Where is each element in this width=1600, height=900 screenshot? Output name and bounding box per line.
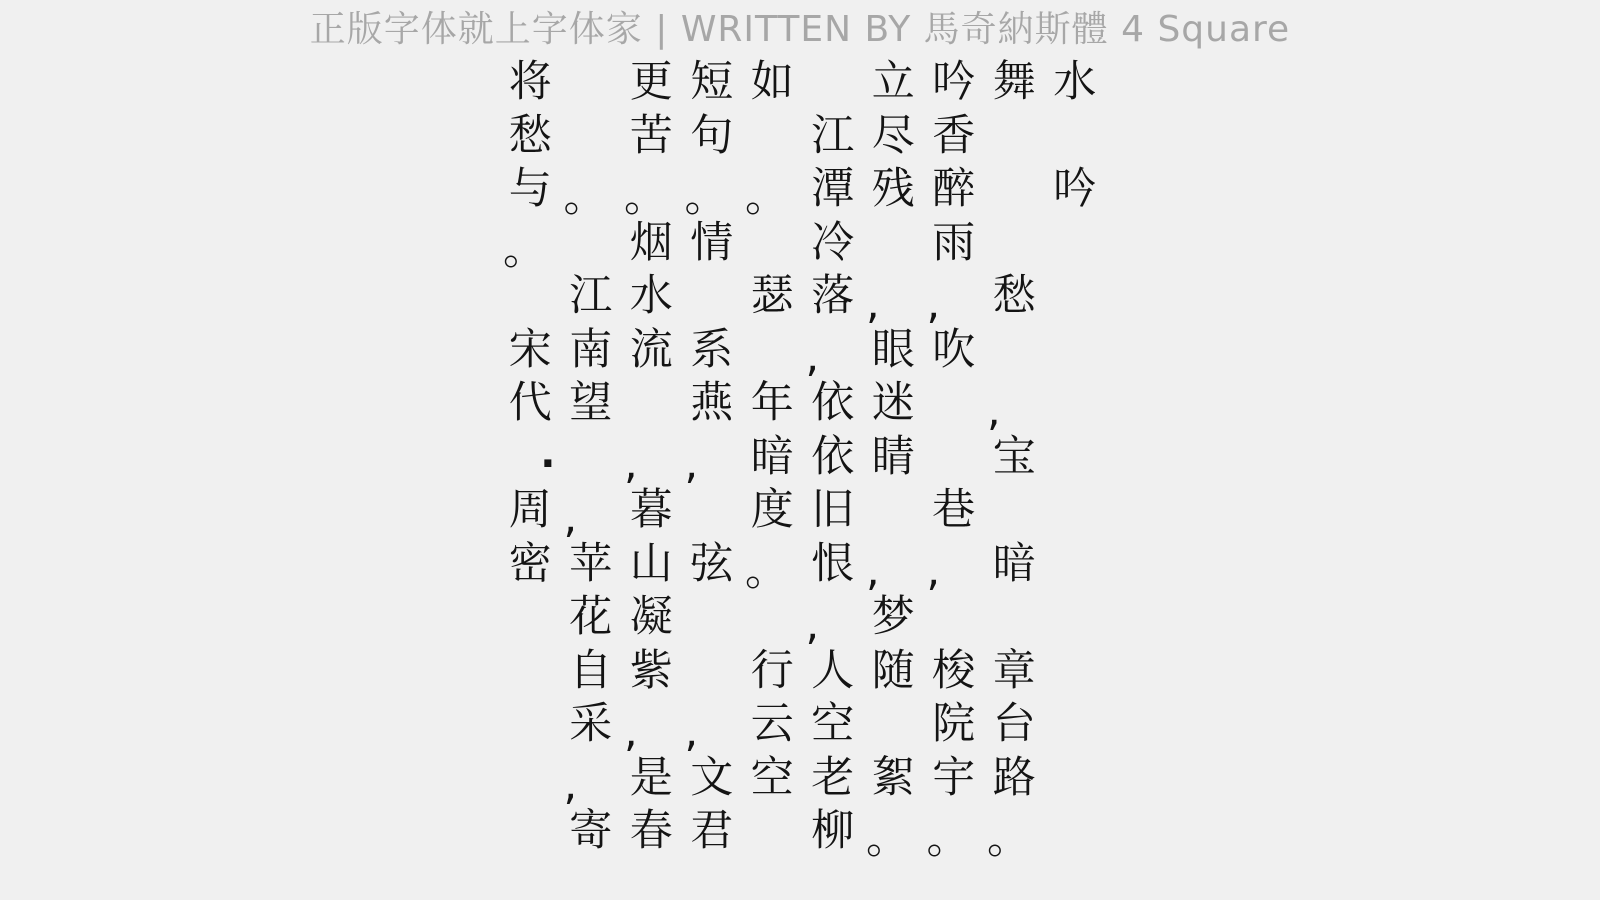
grid-cell: 空 [750,752,794,803]
grid-cell: , [684,439,699,489]
grid-cell [1045,645,1106,699]
grid-cell: 。 [503,225,546,275]
grid-cell [1045,805,1106,859]
grid-cell [500,645,561,699]
grid-cell [984,591,1045,645]
grid-cell: 梦 [871,592,915,643]
grid-cell: 烟 [629,217,673,268]
grid-cell: 依 [811,431,855,482]
grid-cell: 寄 [569,806,613,857]
grid-cell: 旧 [811,485,855,536]
grid-cell: 。 [926,813,970,864]
grid-cell: 立 [871,57,915,108]
grid-cell: , [563,760,578,810]
grid-cell: 睛 [871,431,915,482]
glyph-grid [500,56,1105,864]
grid-cell: · [540,441,556,488]
grid-cell: 江 [569,271,613,322]
grid-cell: 路 [992,752,1036,803]
grid-cell: 。 [624,171,667,222]
grid-cell: 香 [932,110,976,161]
grid-cell: 吹 [932,324,976,375]
grid-cell: 院 [932,699,976,750]
grid-cell: 瑟 [750,271,794,322]
grid-cell: 。 [987,813,1030,864]
grid-cell: 年 [750,378,794,429]
grid-cell [1045,110,1106,164]
grid-cell: 自 [569,645,613,696]
grid-cell: 柳 [811,806,855,857]
grid-cell: 代 [508,378,552,429]
grid-cell: 望 [569,378,613,429]
grid-cell: , [805,599,820,650]
grid-cell [500,591,561,645]
grid-cell: 水 [1053,57,1097,108]
grid-cell: 水 [629,271,673,322]
grid-cell: 如 [750,57,794,108]
grid-cell: 凝 [629,592,673,643]
grid-cell: 尽 [871,110,915,161]
grid-cell: , [926,546,941,596]
grid-cell: 吟 [1053,164,1097,215]
grid-cell [863,217,924,271]
grid-cell: 愁 [992,271,1036,322]
grid-cell: 宋 [508,324,552,375]
grid-cell: 紫 [629,645,673,696]
grid-cell: 春 [629,806,673,857]
grid-cell [561,110,622,164]
grid-cell: 吟 [932,57,976,108]
grid-cell [924,431,985,485]
grid-cell: 。 [563,171,607,222]
grid-cell: 愁 [508,110,552,161]
grid-cell: 暗 [992,538,1036,589]
grid-cell [863,484,924,538]
grid-cell [742,110,803,164]
grid-cell: 老 [811,752,855,803]
grid-cell: 。 [866,813,909,864]
grid-cell [863,698,924,752]
grid-cell: 宝 [992,431,1036,482]
grid-cell: 空 [811,699,855,750]
grid-cell [1045,324,1106,378]
grid-cell [803,56,864,110]
grid-cell: 弦 [690,538,734,589]
grid-cell: 短 [690,57,734,108]
grid-cell: 梭 [932,645,976,696]
grid-cell [924,591,985,645]
grid-cell: , [624,439,638,489]
grid-cell [1045,217,1106,271]
grid-cell: 潭 [811,164,855,215]
grid-cell: 迷 [871,378,915,429]
grid-cell: 醉 [932,164,976,215]
grid-cell: 周 [508,485,552,536]
grid-cell: 采 [569,699,613,750]
grid-cell [1045,431,1106,485]
grid-cell: 絮 [871,752,915,803]
grid-cell: 章 [992,645,1036,696]
grid-cell: 南 [569,324,613,375]
grid-cell: , [684,706,699,757]
grid-cell [682,645,743,699]
grid-cell: 舞 [992,57,1036,108]
grid-cell: 。 [745,546,788,596]
grid-cell [1045,538,1106,592]
grid-cell [500,805,561,859]
grid-cell: 残 [871,164,915,215]
grid-cell [1045,591,1106,645]
grid-cell [984,163,1045,217]
grid-cell [742,805,803,859]
grid-cell: 行 [750,645,794,696]
grid-cell: 依 [811,378,855,429]
grid-cell [984,217,1045,271]
grid-cell [621,377,682,431]
grid-cell: 眼 [871,324,915,375]
grid-cell: 暮 [629,485,673,536]
grid-cell: , [987,385,1001,436]
grid-cell [561,217,622,271]
watermark-text: 正版字体就上字体家 | WRITTEN BY 馬奇納斯體 4 Square [309,9,1291,50]
grid-cell [742,217,803,271]
grid-cell [500,752,561,806]
grid-cell: 恨 [811,538,855,589]
grid-cell: 冷 [811,217,855,268]
grid-cell [561,56,622,110]
grid-cell: 将 [508,57,552,108]
grid-cell: , [866,278,880,329]
grid-cell [1045,270,1106,324]
grid-cell: 与 [508,164,552,215]
grid-cell [1045,698,1106,752]
grid-cell [682,484,743,538]
grid-cell: , [926,278,941,329]
grid-cell: 暗 [750,431,794,482]
grid-cell: 苹 [569,538,613,589]
grid-cell [500,270,561,324]
grid-cell [682,591,743,645]
grid-cell [1045,752,1106,806]
grid-cell: 句 [690,110,734,161]
grid-cell [682,270,743,324]
grid-cell: , [866,546,880,596]
grid-cell [1045,484,1106,538]
grid-cell: 随 [871,645,915,696]
grid-cell: , [563,492,578,543]
grid-cell: 燕 [690,378,734,429]
grid-cell: , [624,706,638,757]
grid-cell [742,324,803,378]
grid-cell: 情 [690,217,734,268]
grid-cell: 。 [684,171,728,222]
grid-cell: 密 [508,538,552,589]
grid-cell [742,591,803,645]
grid-cell: 更 [629,57,673,108]
grid-cell: 台 [992,699,1036,750]
grid-cell: 苦 [629,110,673,161]
grid-cell [984,324,1045,378]
grid-cell: 君 [690,806,734,857]
grid-cell: 度 [750,485,794,536]
grid-cell: 落 [811,271,855,322]
grid-cell: 江 [811,110,855,161]
grid-cell: 宇 [932,752,976,803]
grid-cell [500,698,561,752]
grid-cell [561,431,622,485]
grid-cell: 雨 [932,217,976,268]
grid-cell: 流 [629,324,673,375]
grid-cell: 。 [745,171,788,222]
grid-cell: , [805,332,820,382]
grid-cell [984,110,1045,164]
grid-cell: 人 [811,645,855,696]
grid-cell [984,484,1045,538]
grid-cell [1045,377,1106,431]
grid-cell: 文 [690,752,734,803]
grid-cell: 是 [629,752,673,803]
grid-cell: 云 [750,699,794,750]
grid-cell: 系 [690,324,734,375]
grid-cell: 花 [569,592,613,643]
grid-cell: 山 [629,538,673,589]
grid-cell [924,377,985,431]
grid-cell: 巷 [932,485,976,536]
